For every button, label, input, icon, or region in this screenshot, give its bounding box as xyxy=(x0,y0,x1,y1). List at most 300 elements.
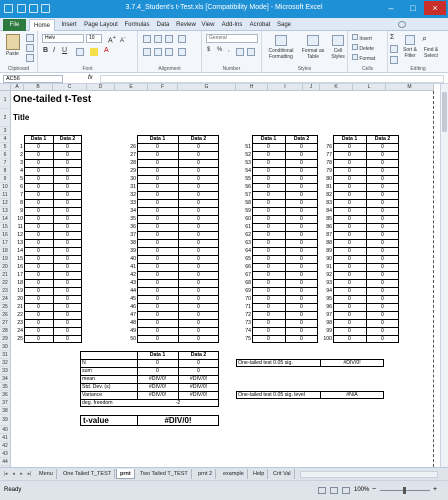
column-header[interactable]: K xyxy=(320,84,353,91)
data-2-cell[interactable]: 0 xyxy=(197,216,200,222)
data-1-cell[interactable]: 0 xyxy=(156,304,159,310)
fill-icon[interactable] xyxy=(390,45,398,53)
data-2-cell[interactable]: 0 xyxy=(381,280,384,286)
wrap-text-icon[interactable] xyxy=(178,35,186,43)
data-1-cell[interactable]: 0 xyxy=(156,152,159,158)
data-1-cell[interactable]: 0 xyxy=(267,264,270,270)
data-2-cell[interactable]: 0 xyxy=(66,312,69,318)
data-2-cell[interactable]: 0 xyxy=(197,160,200,166)
increase-decimal-icon[interactable] xyxy=(236,48,244,56)
last-sheet-icon[interactable]: ▸| xyxy=(27,471,32,477)
row-header[interactable]: 33 xyxy=(0,367,11,375)
data-1-cell[interactable]: 0 xyxy=(156,224,159,230)
row-header[interactable]: 17 xyxy=(0,239,11,247)
data-2-cell[interactable]: 0 xyxy=(300,248,303,254)
data-2-cell[interactable]: 0 xyxy=(300,280,303,286)
data-2-cell[interactable]: 0 xyxy=(66,176,69,182)
data-1-cell[interactable]: 0 xyxy=(37,184,40,190)
data-1-cell[interactable]: 0 xyxy=(37,232,40,238)
data-2-cell[interactable]: 0 xyxy=(66,288,69,294)
data-1-cell[interactable]: 0 xyxy=(156,320,159,326)
data-1-cell[interactable]: 0 xyxy=(348,200,351,206)
data-2-cell[interactable]: 0 xyxy=(66,216,69,222)
tab-file[interactable]: File xyxy=(3,19,26,31)
data-1-cell[interactable]: 0 xyxy=(267,192,270,198)
row-header[interactable]: 31 xyxy=(0,351,11,359)
data-2-cell[interactable]: 0 xyxy=(300,168,303,174)
insert-function-icon[interactable]: fx xyxy=(88,75,93,81)
data-2-cell[interactable]: 0 xyxy=(300,216,303,222)
tab-formulas[interactable]: Formulas xyxy=(124,22,150,28)
row-header[interactable]: 2 xyxy=(0,109,11,127)
data-1-cell[interactable]: 0 xyxy=(348,280,351,286)
data-2-cell[interactable]: 0 xyxy=(66,160,69,166)
data-1-cell[interactable]: 0 xyxy=(156,240,159,246)
comma-icon[interactable]: , xyxy=(228,47,230,53)
data-1-cell[interactable]: 0 xyxy=(156,336,159,342)
data-1-cell[interactable]: 0 xyxy=(37,208,40,214)
data-1-cell[interactable]: 0 xyxy=(37,296,40,302)
data-1-cell[interactable]: 0 xyxy=(37,248,40,254)
data-1-cell[interactable]: 0 xyxy=(348,152,351,158)
data-2-cell[interactable]: 0 xyxy=(66,272,69,278)
data-2-cell[interactable]: 0 xyxy=(197,168,200,174)
sheet-tab-two-tailed[interactable]: Two Tailed T_TEST xyxy=(137,469,192,479)
data-1-cell[interactable]: 0 xyxy=(267,272,270,278)
row-header[interactable]: 25 xyxy=(0,303,11,311)
data-2-cell[interactable]: 0 xyxy=(66,232,69,238)
clear-icon[interactable] xyxy=(390,56,398,64)
data-2-cell[interactable]: 0 xyxy=(381,328,384,334)
data-1-cell[interactable]: 0 xyxy=(348,176,351,182)
sort-filter-label[interactable]: Sort & Filter xyxy=(403,47,417,59)
data-1-cell[interactable]: 0 xyxy=(348,144,351,150)
data-1-cell[interactable]: 0 xyxy=(37,280,40,286)
row-header[interactable]: 42 xyxy=(0,442,11,450)
data-2-cell[interactable]: 0 xyxy=(381,240,384,246)
data-1-cell[interactable]: 0 xyxy=(267,232,270,238)
row-header[interactable]: 36 xyxy=(0,391,11,399)
data-2-cell[interactable]: 0 xyxy=(300,208,303,214)
data-1-cell[interactable]: 0 xyxy=(267,320,270,326)
data-2-cell[interactable]: 0 xyxy=(66,248,69,254)
row-header[interactable]: 32 xyxy=(0,359,11,367)
bold-icon[interactable]: B xyxy=(43,47,49,54)
data-1-cell[interactable]: 0 xyxy=(156,200,159,206)
data-1-cell[interactable]: 0 xyxy=(267,328,270,334)
data-1-cell[interactable]: 0 xyxy=(156,232,159,238)
data-2-cell[interactable]: 0 xyxy=(197,288,200,294)
data-1-cell[interactable]: 0 xyxy=(267,208,270,214)
data-2-cell[interactable]: 0 xyxy=(381,192,384,198)
data-1-cell[interactable]: 0 xyxy=(37,144,40,150)
data-1-cell[interactable]: 0 xyxy=(156,168,159,174)
font-size-select[interactable]: 10 xyxy=(86,34,102,43)
data-2-cell[interactable]: 0 xyxy=(197,296,200,302)
data-1-cell[interactable]: 0 xyxy=(267,160,270,166)
row-header[interactable]: 15 xyxy=(0,223,11,231)
select-all-corner[interactable] xyxy=(0,84,11,91)
data-2-cell[interactable]: 0 xyxy=(381,224,384,230)
row-header[interactable]: 40 xyxy=(0,426,11,434)
row-header[interactable]: 22 xyxy=(0,279,11,287)
cell-styles-icon[interactable] xyxy=(332,35,344,46)
format-as-table-label[interactable]: Format as Table xyxy=(301,48,325,60)
column-header[interactable]: H xyxy=(236,84,268,91)
data-1-cell[interactable]: 0 xyxy=(156,192,159,198)
data-1-cell[interactable]: 0 xyxy=(156,248,159,254)
data-1-cell[interactable]: 0 xyxy=(267,296,270,302)
data-2-cell[interactable]: 0 xyxy=(197,184,200,190)
align-left-icon[interactable] xyxy=(143,48,151,56)
row-header[interactable]: 24 xyxy=(0,295,11,303)
data-2-cell[interactable]: 0 xyxy=(197,280,200,286)
data-1-cell[interactable]: 0 xyxy=(267,176,270,182)
row-header[interactable]: 28 xyxy=(0,327,11,335)
data-2-cell[interactable]: 0 xyxy=(197,208,200,214)
data-2-cell[interactable]: 0 xyxy=(197,312,200,318)
underline-icon[interactable]: U xyxy=(62,47,68,54)
data-1-cell[interactable]: 0 xyxy=(156,160,159,166)
sort-filter-icon[interactable] xyxy=(405,35,415,45)
paste-label[interactable]: Paste xyxy=(6,51,19,57)
zoom-in-icon[interactable]: + xyxy=(433,486,438,493)
data-2-cell[interactable]: 0 xyxy=(381,160,384,166)
data-1-cell[interactable]: 0 xyxy=(156,280,159,286)
data-2-cell[interactable]: 0 xyxy=(300,240,303,246)
data-1-cell[interactable]: 0 xyxy=(37,192,40,198)
tab-home[interactable]: Home xyxy=(29,19,55,31)
data-1-cell[interactable]: 0 xyxy=(37,336,40,342)
data-1-cell[interactable]: 0 xyxy=(156,184,159,190)
data-2-cell[interactable]: 0 xyxy=(300,320,303,326)
data-2-cell[interactable]: 0 xyxy=(300,264,303,270)
data-2-cell[interactable]: 0 xyxy=(197,272,200,278)
data-1-cell[interactable]: 0 xyxy=(267,168,270,174)
data-1-cell[interactable]: 0 xyxy=(156,312,159,318)
data-2-cell[interactable]: 0 xyxy=(197,152,200,158)
column-header[interactable]: B xyxy=(24,84,53,91)
align-bottom-icon[interactable] xyxy=(165,35,173,43)
zoom-out-icon[interactable]: − xyxy=(372,486,377,493)
data-1-cell[interactable]: 0 xyxy=(37,168,40,174)
merge-center-icon[interactable] xyxy=(178,48,186,56)
data-1-cell[interactable]: 0 xyxy=(37,272,40,278)
data-2-cell[interactable]: 0 xyxy=(300,192,303,198)
row-header[interactable]: 41 xyxy=(0,434,11,442)
sheet-tab-help[interactable]: Help xyxy=(250,469,268,479)
data-1-cell[interactable]: 0 xyxy=(37,312,40,318)
data-2-cell[interactable]: 0 xyxy=(381,288,384,294)
format-painter-icon[interactable] xyxy=(26,54,34,62)
data-2-cell[interactable]: 0 xyxy=(197,192,200,198)
align-top-icon[interactable] xyxy=(143,35,151,43)
maximize-button[interactable]: □ xyxy=(410,3,416,13)
decrease-decimal-icon[interactable] xyxy=(247,48,255,56)
row-header[interactable]: 7 xyxy=(0,159,11,167)
data-1-cell[interactable]: 0 xyxy=(267,224,270,230)
data-2-cell[interactable]: 0 xyxy=(66,184,69,190)
data-2-cell[interactable]: 0 xyxy=(381,232,384,238)
align-center-icon[interactable] xyxy=(154,48,162,56)
page-layout-view-icon[interactable] xyxy=(330,487,338,494)
data-1-cell[interactable]: 0 xyxy=(348,256,351,262)
data-1-cell[interactable]: 0 xyxy=(37,304,40,310)
data-2-cell[interactable]: 0 xyxy=(381,264,384,270)
autosum-icon[interactable]: Σ xyxy=(390,34,395,41)
normal-view-icon[interactable] xyxy=(318,487,326,494)
page-break-view-icon[interactable] xyxy=(342,487,350,494)
data-2-cell[interactable]: 0 xyxy=(197,176,200,182)
data-1-cell[interactable]: 0 xyxy=(156,272,159,278)
column-header[interactable]: L xyxy=(353,84,386,91)
data-2-cell[interactable]: 0 xyxy=(197,248,200,254)
help-icon[interactable] xyxy=(398,21,406,28)
data-1-cell[interactable]: 0 xyxy=(267,144,270,150)
data-1-cell[interactable]: 0 xyxy=(348,328,351,334)
conditional-formatting-label[interactable]: Conditional Formatting xyxy=(268,48,294,60)
scroll-thumb[interactable] xyxy=(442,92,447,132)
data-1-cell[interactable]: 0 xyxy=(156,208,159,214)
format-as-table-icon[interactable] xyxy=(307,35,319,46)
data-1-cell[interactable]: 0 xyxy=(37,256,40,262)
data-1-cell[interactable]: 0 xyxy=(348,320,351,326)
row-header[interactable]: 16 xyxy=(0,231,11,239)
data-1-cell[interactable]: 0 xyxy=(267,248,270,254)
italic-icon[interactable]: I xyxy=(53,47,55,54)
data-2-cell[interactable]: 0 xyxy=(66,328,69,334)
paste-icon[interactable] xyxy=(6,34,20,50)
column-header[interactable]: D xyxy=(87,84,115,91)
tab-view[interactable]: View xyxy=(201,22,215,28)
data-1-cell[interactable]: 0 xyxy=(348,288,351,294)
tab-data[interactable]: Data xyxy=(156,22,170,28)
data-1-cell[interactable]: 0 xyxy=(267,256,270,262)
data-2-cell[interactable]: 0 xyxy=(381,184,384,190)
data-1-cell[interactable]: 0 xyxy=(37,216,40,222)
data-2-cell[interactable]: 0 xyxy=(197,200,200,206)
sheet-tab-prnt[interactable]: prnt xyxy=(116,469,135,479)
data-1-cell[interactable]: 0 xyxy=(267,312,270,318)
data-2-cell[interactable]: 0 xyxy=(381,248,384,254)
data-1-cell[interactable]: 0 xyxy=(348,224,351,230)
data-1-cell[interactable]: 0 xyxy=(267,200,270,206)
worksheet-grid[interactable] xyxy=(0,84,440,467)
format-cells-button[interactable] xyxy=(352,54,375,62)
data-2-cell[interactable]: 0 xyxy=(197,144,200,150)
row-header[interactable]: 14 xyxy=(0,215,11,223)
data-1-cell[interactable]: 0 xyxy=(348,208,351,214)
data-2-cell[interactable]: 0 xyxy=(300,152,303,158)
data-2-cell[interactable]: 0 xyxy=(66,152,69,158)
row-header[interactable]: 35 xyxy=(0,383,11,391)
find-select-icon[interactable]: ⌕ xyxy=(422,33,428,43)
row-header[interactable]: 8 xyxy=(0,167,11,175)
column-header[interactable]: E xyxy=(115,84,148,91)
data-2-cell[interactable]: 0 xyxy=(300,328,303,334)
data-2-cell[interactable]: 0 xyxy=(381,200,384,206)
data-2-cell[interactable]: 0 xyxy=(381,144,384,150)
row-header[interactable]: 20 xyxy=(0,263,11,271)
data-1-cell[interactable]: 0 xyxy=(156,144,159,150)
data-2-cell[interactable]: 0 xyxy=(300,224,303,230)
percent-icon[interactable]: % xyxy=(217,47,223,53)
data-2-cell[interactable]: 0 xyxy=(66,168,69,174)
name-box[interactable]: AC56 xyxy=(3,75,63,83)
row-header[interactable]: 13 xyxy=(0,207,11,215)
data-2-cell[interactable]: 0 xyxy=(381,152,384,158)
data-1-cell[interactable]: 0 xyxy=(156,216,159,222)
data-2-cell[interactable]: 0 xyxy=(197,264,200,270)
data-1-cell[interactable]: 0 xyxy=(37,288,40,294)
row-header[interactable]: 37 xyxy=(0,399,11,407)
data-1-cell[interactable]: 0 xyxy=(37,240,40,246)
tab-sage[interactable]: Sage xyxy=(276,22,291,28)
row-header[interactable]: 44 xyxy=(0,458,11,466)
data-2-cell[interactable]: 0 xyxy=(300,312,303,318)
data-2-cell[interactable]: 0 xyxy=(66,320,69,326)
row-header[interactable]: 4 xyxy=(0,135,11,143)
data-2-cell[interactable]: 0 xyxy=(66,336,69,342)
tab-page-layout[interactable]: Page Layout xyxy=(84,22,118,28)
data-2-cell[interactable]: 0 xyxy=(197,336,200,342)
data-2-cell[interactable]: 0 xyxy=(66,224,69,230)
data-2-cell[interactable]: 0 xyxy=(300,304,303,310)
data-1-cell[interactable]: 0 xyxy=(37,200,40,206)
data-2-cell[interactable]: 0 xyxy=(381,320,384,326)
column-header[interactable]: M xyxy=(386,84,434,91)
conditional-formatting-icon[interactable] xyxy=(275,35,287,46)
row-header[interactable]: 10 xyxy=(0,183,11,191)
data-1-cell[interactable]: 0 xyxy=(348,168,351,174)
data-1-cell[interactable]: 0 xyxy=(348,304,351,310)
horizontal-scrollbar[interactable] xyxy=(300,471,438,478)
data-2-cell[interactable]: 0 xyxy=(381,208,384,214)
tab-add-ins[interactable]: Add-Ins xyxy=(221,22,243,28)
data-2-cell[interactable]: 0 xyxy=(381,168,384,174)
data-1-cell[interactable]: 0 xyxy=(348,272,351,278)
data-1-cell[interactable]: 0 xyxy=(348,160,351,166)
data-2-cell[interactable]: 0 xyxy=(197,304,200,310)
data-2-cell[interactable]: 0 xyxy=(300,232,303,238)
data-2-cell[interactable]: 0 xyxy=(300,200,303,206)
data-1-cell[interactable]: 0 xyxy=(37,224,40,230)
data-2-cell[interactable]: 0 xyxy=(66,296,69,302)
data-1-cell[interactable]: 0 xyxy=(267,288,270,294)
data-1-cell[interactable]: 0 xyxy=(37,328,40,334)
data-2-cell[interactable]: 0 xyxy=(381,336,384,342)
data-2-cell[interactable]: 0 xyxy=(300,144,303,150)
data-2-cell[interactable]: 0 xyxy=(300,184,303,190)
data-1-cell[interactable]: 0 xyxy=(37,160,40,166)
row-header[interactable]: 29 xyxy=(0,335,11,343)
font-name-select[interactable]: Helv xyxy=(42,34,84,43)
row-header[interactable]: 5 xyxy=(0,143,11,151)
data-1-cell[interactable]: 0 xyxy=(348,192,351,198)
find-select-label[interactable]: Find & Select xyxy=(423,47,439,59)
data-1-cell[interactable]: 0 xyxy=(37,152,40,158)
data-1-cell[interactable]: 0 xyxy=(348,248,351,254)
column-header[interactable]: C xyxy=(53,84,87,91)
formula-input[interactable] xyxy=(100,75,444,83)
data-1-cell[interactable]: 0 xyxy=(267,304,270,310)
align-middle-icon[interactable] xyxy=(154,35,162,43)
sheet-tab-crit-val[interactable]: Crit Val xyxy=(270,469,295,479)
minimize-button[interactable]: – xyxy=(388,3,394,13)
prev-sheet-icon[interactable]: ◂ xyxy=(12,471,15,477)
cell-styles-label[interactable]: Cell Styles xyxy=(331,48,345,60)
grow-font-icon[interactable]: A+ xyxy=(108,35,117,45)
data-2-cell[interactable]: 0 xyxy=(66,240,69,246)
data-1-cell[interactable]: 0 xyxy=(348,240,351,246)
data-2-cell[interactable]: 0 xyxy=(381,216,384,222)
data-1-cell[interactable]: 0 xyxy=(37,264,40,270)
row-header[interactable]: 12 xyxy=(0,199,11,207)
sheet-tab-prnt-2[interactable]: prnt 2 xyxy=(195,469,216,479)
data-2-cell[interactable]: 0 xyxy=(300,160,303,166)
data-2-cell[interactable]: 0 xyxy=(381,312,384,318)
data-1-cell[interactable]: 0 xyxy=(348,264,351,270)
data-1-cell[interactable]: 0 xyxy=(267,184,270,190)
tab-acrobat[interactable]: Acrobat xyxy=(249,22,271,28)
vertical-scrollbar[interactable] xyxy=(440,84,448,467)
row-header[interactable]: 21 xyxy=(0,271,11,279)
data-1-cell[interactable]: 0 xyxy=(156,256,159,262)
column-header[interactable]: A xyxy=(11,84,24,91)
data-1-cell[interactable]: 0 xyxy=(348,184,351,190)
row-header[interactable]: 1 xyxy=(0,91,11,109)
data-2-cell[interactable]: 0 xyxy=(300,288,303,294)
data-1-cell[interactable]: 0 xyxy=(37,320,40,326)
align-right-icon[interactable] xyxy=(165,48,173,56)
data-2-cell[interactable]: 0 xyxy=(66,256,69,262)
data-2-cell[interactable]: 0 xyxy=(381,272,384,278)
data-2-cell[interactable]: 0 xyxy=(381,176,384,182)
data-1-cell[interactable]: 0 xyxy=(267,216,270,222)
row-header[interactable]: 39 xyxy=(0,415,11,426)
data-2-cell[interactable]: 0 xyxy=(66,208,69,214)
data-2-cell[interactable]: 0 xyxy=(381,256,384,262)
row-header[interactable]: 38 xyxy=(0,407,11,415)
row-header[interactable]: 9 xyxy=(0,175,11,183)
row-header[interactable]: 6 xyxy=(0,151,11,159)
row-header[interactable]: 30 xyxy=(0,343,11,351)
zoom-level[interactable]: 100% xyxy=(354,487,370,493)
data-1-cell[interactable]: 0 xyxy=(267,280,270,286)
data-2-cell[interactable]: 0 xyxy=(66,280,69,286)
data-2-cell[interactable]: 0 xyxy=(197,232,200,238)
data-1-cell[interactable]: 0 xyxy=(348,296,351,302)
fill-color-icon[interactable] xyxy=(90,48,98,56)
first-sheet-icon[interactable]: |◂ xyxy=(3,471,8,477)
row-header[interactable]: 27 xyxy=(0,319,11,327)
zoom-slider-thumb[interactable] xyxy=(403,487,406,494)
data-1-cell[interactable]: 0 xyxy=(348,312,351,318)
data-1-cell[interactable]: 0 xyxy=(348,336,351,342)
data-1-cell[interactable]: 0 xyxy=(156,176,159,182)
column-header[interactable]: G xyxy=(178,84,236,91)
data-2-cell[interactable]: 0 xyxy=(197,240,200,246)
data-2-cell[interactable]: 0 xyxy=(197,256,200,262)
data-1-cell[interactable]: 0 xyxy=(37,176,40,182)
data-1-cell[interactable]: 0 xyxy=(267,336,270,342)
row-header[interactable]: 3 xyxy=(0,127,11,135)
data-2-cell[interactable]: 0 xyxy=(197,224,200,230)
data-2-cell[interactable]: 0 xyxy=(300,176,303,182)
data-2-cell[interactable]: 0 xyxy=(66,144,69,150)
next-sheet-icon[interactable]: ▸ xyxy=(20,471,23,477)
data-2-cell[interactable]: 0 xyxy=(66,304,69,310)
